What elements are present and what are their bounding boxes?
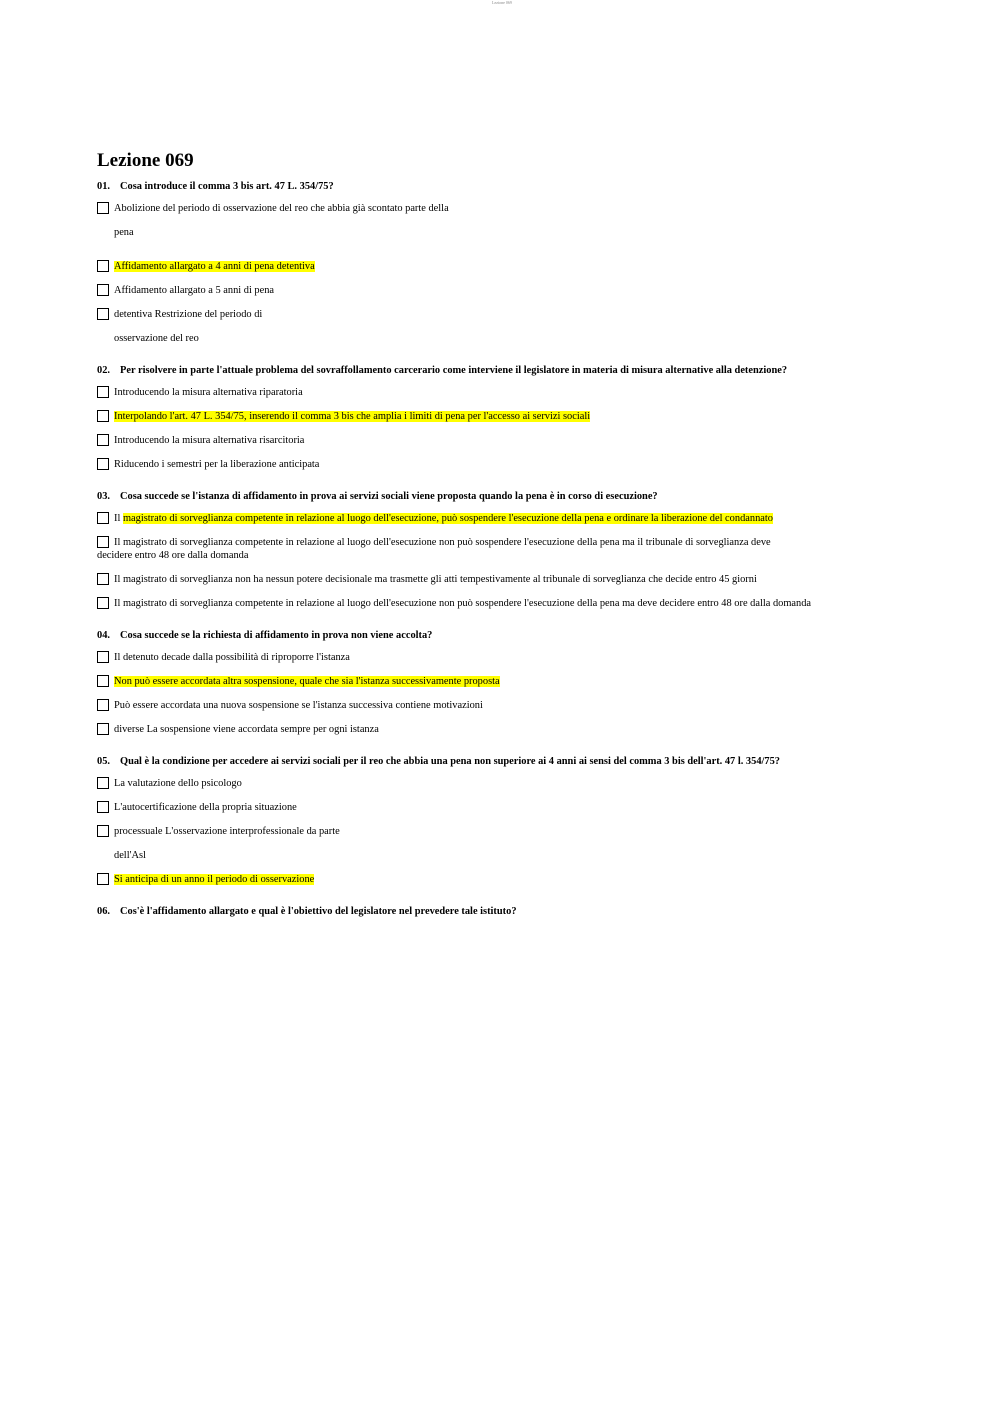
question-04	[97, 629, 917, 642]
checkbox[interactable]	[97, 434, 109, 446]
option-text: diverse La sospensione viene accordata sempre per ogni istanza	[114, 724, 379, 735]
question-06	[97, 905, 917, 918]
answer-option[interactable]	[97, 434, 917, 447]
answer-option[interactable]	[97, 597, 917, 610]
answer-option[interactable]	[97, 801, 917, 814]
question-number: 05.	[97, 756, 110, 767]
question-03	[97, 490, 917, 503]
checkbox[interactable]	[97, 873, 109, 885]
answer-option[interactable]	[97, 723, 917, 736]
answer-option-correct[interactable]	[97, 675, 917, 688]
question-number: 01.	[97, 181, 110, 192]
quiz-page	[97, 150, 917, 927]
question-text: Cosa succede se la richiesta di affidamento in prova non viene accolta?	[120, 630, 433, 641]
header-mark: Lezione 069	[492, 0, 512, 5]
option-text-continued: pena	[114, 227, 134, 238]
question-05	[97, 755, 917, 768]
question-number: 06.	[97, 906, 110, 917]
option-text: L'autocertificazione della propria situazione	[114, 802, 297, 813]
question-text: Cos'è l'affidamento allargato e qual è l'obiettivo del legislatore nel prevedere tale istituto?	[120, 906, 517, 917]
checkbox[interactable]	[97, 573, 109, 585]
answer-option[interactable]	[97, 651, 917, 664]
question-number: 02.	[97, 365, 110, 376]
answer-option[interactable]	[97, 699, 917, 712]
option-text: Il magistrato di sorveglianza competente in relazione al luogo dell'esecuzione non può sospendere l'esecuzione della pena ma deve decidere entro 48 ore dalla domanda	[114, 598, 812, 609]
answer-option[interactable]	[97, 825, 917, 838]
option-text: Introducendo la misura alternativa risarcitoria	[114, 435, 305, 446]
option-text: Il magistrato di sorveglianza non ha nessun potere decisionale ma trasmette gli atti tempestivamente al tribunale di sorveglianza che decide entro 45 giorni	[114, 574, 757, 585]
option-text: Può essere accordata una nuova sospensione se l'istanza successiva contiene motivazioni	[114, 700, 483, 711]
option-text: Introducendo la misura alternativa riparatoria	[114, 387, 303, 398]
checkbox[interactable]	[97, 260, 109, 272]
answer-option[interactable]	[97, 573, 917, 586]
answer-option[interactable]	[97, 777, 917, 790]
checkbox[interactable]	[97, 597, 109, 609]
option-text-highlighted: Non può essere accordata altra sospensione, quale che sia l'istanza successivamente proposta	[114, 676, 500, 687]
checkbox[interactable]	[97, 202, 109, 214]
answer-option[interactable]	[97, 458, 917, 471]
question-01	[97, 180, 917, 193]
question-02	[97, 364, 917, 377]
checkbox[interactable]	[97, 536, 109, 548]
question-text: Qual è la condizione per accedere ai servizi sociali per il reo che abbia una pena non superiore ai 4 anni ai sensi del comma 3 bis dell'art. 47 l. 354/75?	[120, 756, 780, 767]
checkbox[interactable]	[97, 512, 109, 524]
option-text: detentiva Restrizione del periodo di	[114, 309, 263, 320]
option-text-continued: decidere entro 48 ore dalla domanda	[97, 550, 249, 561]
checkbox[interactable]	[97, 284, 109, 296]
option-text-highlighted: Interpolando l'art. 47 L. 354/75, inserendo il comma 3 bis che amplia i limiti di pena per l'accesso ai servizi sociali	[114, 411, 591, 422]
answer-option-correct[interactable]	[97, 512, 917, 525]
checkbox[interactable]	[97, 801, 109, 813]
option-text: processuale L'osservazione interprofessionale da parte	[114, 826, 340, 837]
answer-option[interactable]	[97, 308, 917, 321]
option-text-continued: osservazione del reo	[114, 333, 199, 344]
option-text: La valutazione dello psicologo	[114, 778, 242, 789]
checkbox[interactable]	[97, 308, 109, 320]
answer-option[interactable]	[97, 536, 917, 562]
answer-option[interactable]	[97, 386, 917, 399]
page-title: Lezione 069	[97, 150, 194, 171]
question-number: 03.	[97, 491, 110, 502]
checkbox[interactable]	[97, 699, 109, 711]
question-number: 04.	[97, 630, 110, 641]
answer-option-correct[interactable]	[97, 260, 917, 273]
answer-option-correct[interactable]	[97, 873, 917, 886]
option-text: Il detenuto decade dalla possibilità di riproporre l'istanza	[114, 652, 350, 663]
option-prefix: Il	[114, 513, 123, 524]
option-text-highlighted: Affidamento allargato a 4 anni di pena detentiva	[114, 261, 315, 272]
question-text: Per risolvere in parte l'attuale problema del sovraffollamento carcerario come interviene il legislatore in materia di misura alternative alla detenzione?	[120, 365, 788, 376]
option-text: Abolizione del periodo di osservazione del reo che abbia già scontato parte della	[114, 203, 449, 214]
checkbox[interactable]	[97, 675, 109, 687]
option-text: Riducendo i semestri per la liberazione anticipata	[114, 459, 320, 470]
option-text-continued: dell'Asl	[114, 850, 146, 861]
checkbox[interactable]	[97, 410, 109, 422]
answer-option[interactable]	[97, 284, 917, 297]
question-text: Cosa succede se l'istanza di affidamento in prova ai servizi sociali viene proposta quando la pena è in corso di esecuzione?	[120, 491, 658, 502]
option-text: Affidamento allargato a 5 anni di pena	[114, 285, 275, 296]
checkbox[interactable]	[97, 458, 109, 470]
checkbox[interactable]	[97, 777, 109, 789]
answer-option-correct[interactable]	[97, 410, 917, 423]
answer-option[interactable]	[97, 202, 917, 215]
checkbox[interactable]	[97, 723, 109, 735]
question-text: Cosa introduce il comma 3 bis art. 47 L. 354/75?	[120, 181, 334, 192]
checkbox[interactable]	[97, 386, 109, 398]
checkbox[interactable]	[97, 825, 109, 837]
option-text-highlighted: magistrato di sorveglianza competente in relazione al luogo dell'esecuzione, può sospendere l'esecuzione della pena e ordinare la liberazione del condannato	[122, 513, 773, 524]
checkbox[interactable]	[97, 651, 109, 663]
option-text-highlighted: Si anticipa di un anno il periodo di osservazione	[114, 874, 315, 885]
option-text: Il magistrato di sorveglianza competente in relazione al luogo dell'esecuzione non può sospendere l'esecuzione della pena ma il tribunale di sorveglianza deve	[114, 537, 771, 548]
